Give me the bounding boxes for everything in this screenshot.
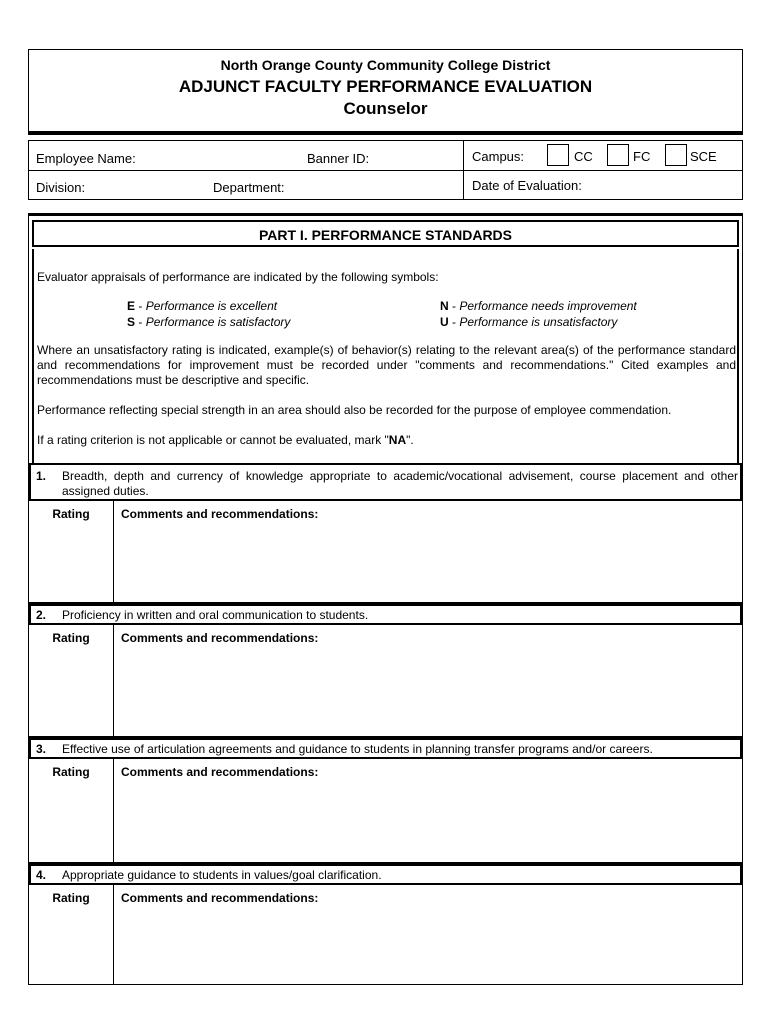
rating-column[interactable] [29,885,114,984]
info-row-divider [29,170,742,171]
rating-column[interactable] [29,501,114,602]
banner-id-field[interactable]: Banner ID: [307,151,370,166]
symbol-code: N [440,299,449,313]
symbol-code: E [127,299,136,313]
date-of-evaluation-field[interactable]: Date of Evaluation: [472,178,582,193]
part-one-section [28,213,743,464]
employee-info-section [28,140,743,200]
part-one-title: PART I. PERFORMANCE STANDARDS [258,227,513,243]
campus-cc-label: CC [574,149,593,164]
district-name: North Orange County Community College District [220,57,551,73]
criterion-header [29,465,742,501]
symbol-desc: Performance is excellent [145,299,278,313]
form-subtitle: Counselor [343,99,428,118]
division-field[interactable]: Division: [36,180,86,195]
criterion-header [29,604,742,625]
campus-fc-checkbox[interactable] [607,144,629,166]
rating-column[interactable] [29,759,114,862]
symbol-e: E - Performance is excellent [127,299,278,313]
department-field[interactable]: Department: [213,180,285,195]
comments-area[interactable] [115,501,742,602]
campus-sce-label: SCE [690,149,717,164]
comments-area[interactable] [115,625,742,736]
criterion-number: 1. [36,469,47,483]
criterion-2 [28,603,743,737]
rating-label: Rating [52,507,90,521]
rating-label: Rating [52,765,90,779]
symbol-s: S - Performance is satisfactory [127,315,291,329]
symbol-desc: Performance is unsatisfactory [459,315,618,329]
info-column-divider [463,141,464,199]
symbol-desc: Performance is satisfactory [145,315,291,329]
comments-label: Comments and recommendations: [121,891,319,905]
criterion-text: Proficiency in written and oral communication to students. [62,608,369,622]
campus-fc-label: FC [633,149,651,164]
criterion-header [29,864,742,885]
symbols-intro: Evaluator appraisals of performance are indicated by the following symbols: [37,270,439,284]
rating-column[interactable] [29,625,114,736]
criterion-number: 3. [36,742,47,756]
comments-label: Comments and recommendations: [121,631,319,645]
campus-label: Campus: [472,149,525,164]
campus-sce-checkbox[interactable] [665,144,687,166]
employee-name-field[interactable]: Employee Name: [36,151,136,166]
comments-label: Comments and recommendations: [121,765,319,779]
criterion-1 [28,464,743,603]
na-mark: NA [388,433,407,447]
criterion-text: Effective use of articulation agreements and guidance to students in planning transfer programs and/or careers. [62,742,653,756]
symbol-n: N - Performance needs improvement [440,299,637,313]
symbol-desc: Performance needs improvement [459,299,637,313]
commendation-instructions: Performance reflecting special strength in an area should also be recorded for the purpose of employee commendation. [37,403,672,417]
criterion-text: Appropriate guidance to students in values/goal clarification. [62,868,382,882]
part-one-title-box [32,220,739,247]
comments-area[interactable] [115,759,742,862]
unsatisfactory-instructions: Where an unsatisfactory rating is indicated, example(s) of behavior(s) relating to the relevant area(s) of the performance standard and recommendations for improvement must be recorded under "comments and recommendations." Cited examples and recommendations must be descriptive and specific. [37,343,736,387]
na-instructions: If a rating criterion is not applicable or cannot be evaluated, mark "NA". [37,433,414,447]
rating-label: Rating [52,891,90,905]
symbol-u: U - Performance is unsatisfactory [440,315,618,329]
form-header [28,49,743,135]
comments-area[interactable] [115,885,742,984]
criterion-4 [28,863,743,985]
symbol-code: S [127,315,136,329]
criterion-header [29,738,742,759]
comments-label: Comments and recommendations: [121,507,319,521]
criterion-text: Breadth, depth and currency of knowledge appropriate to academic/vocational advisement, course placement and other assigned duties. [62,469,738,498]
campus-cc-checkbox[interactable] [547,144,569,166]
symbol-code: U [440,315,449,329]
criterion-3 [28,737,743,863]
rating-label: Rating [52,631,90,645]
form-title: ADJUNCT FACULTY PERFORMANCE EVALUATION [178,77,593,96]
criterion-number: 4. [36,868,47,882]
criterion-number: 2. [36,608,47,622]
